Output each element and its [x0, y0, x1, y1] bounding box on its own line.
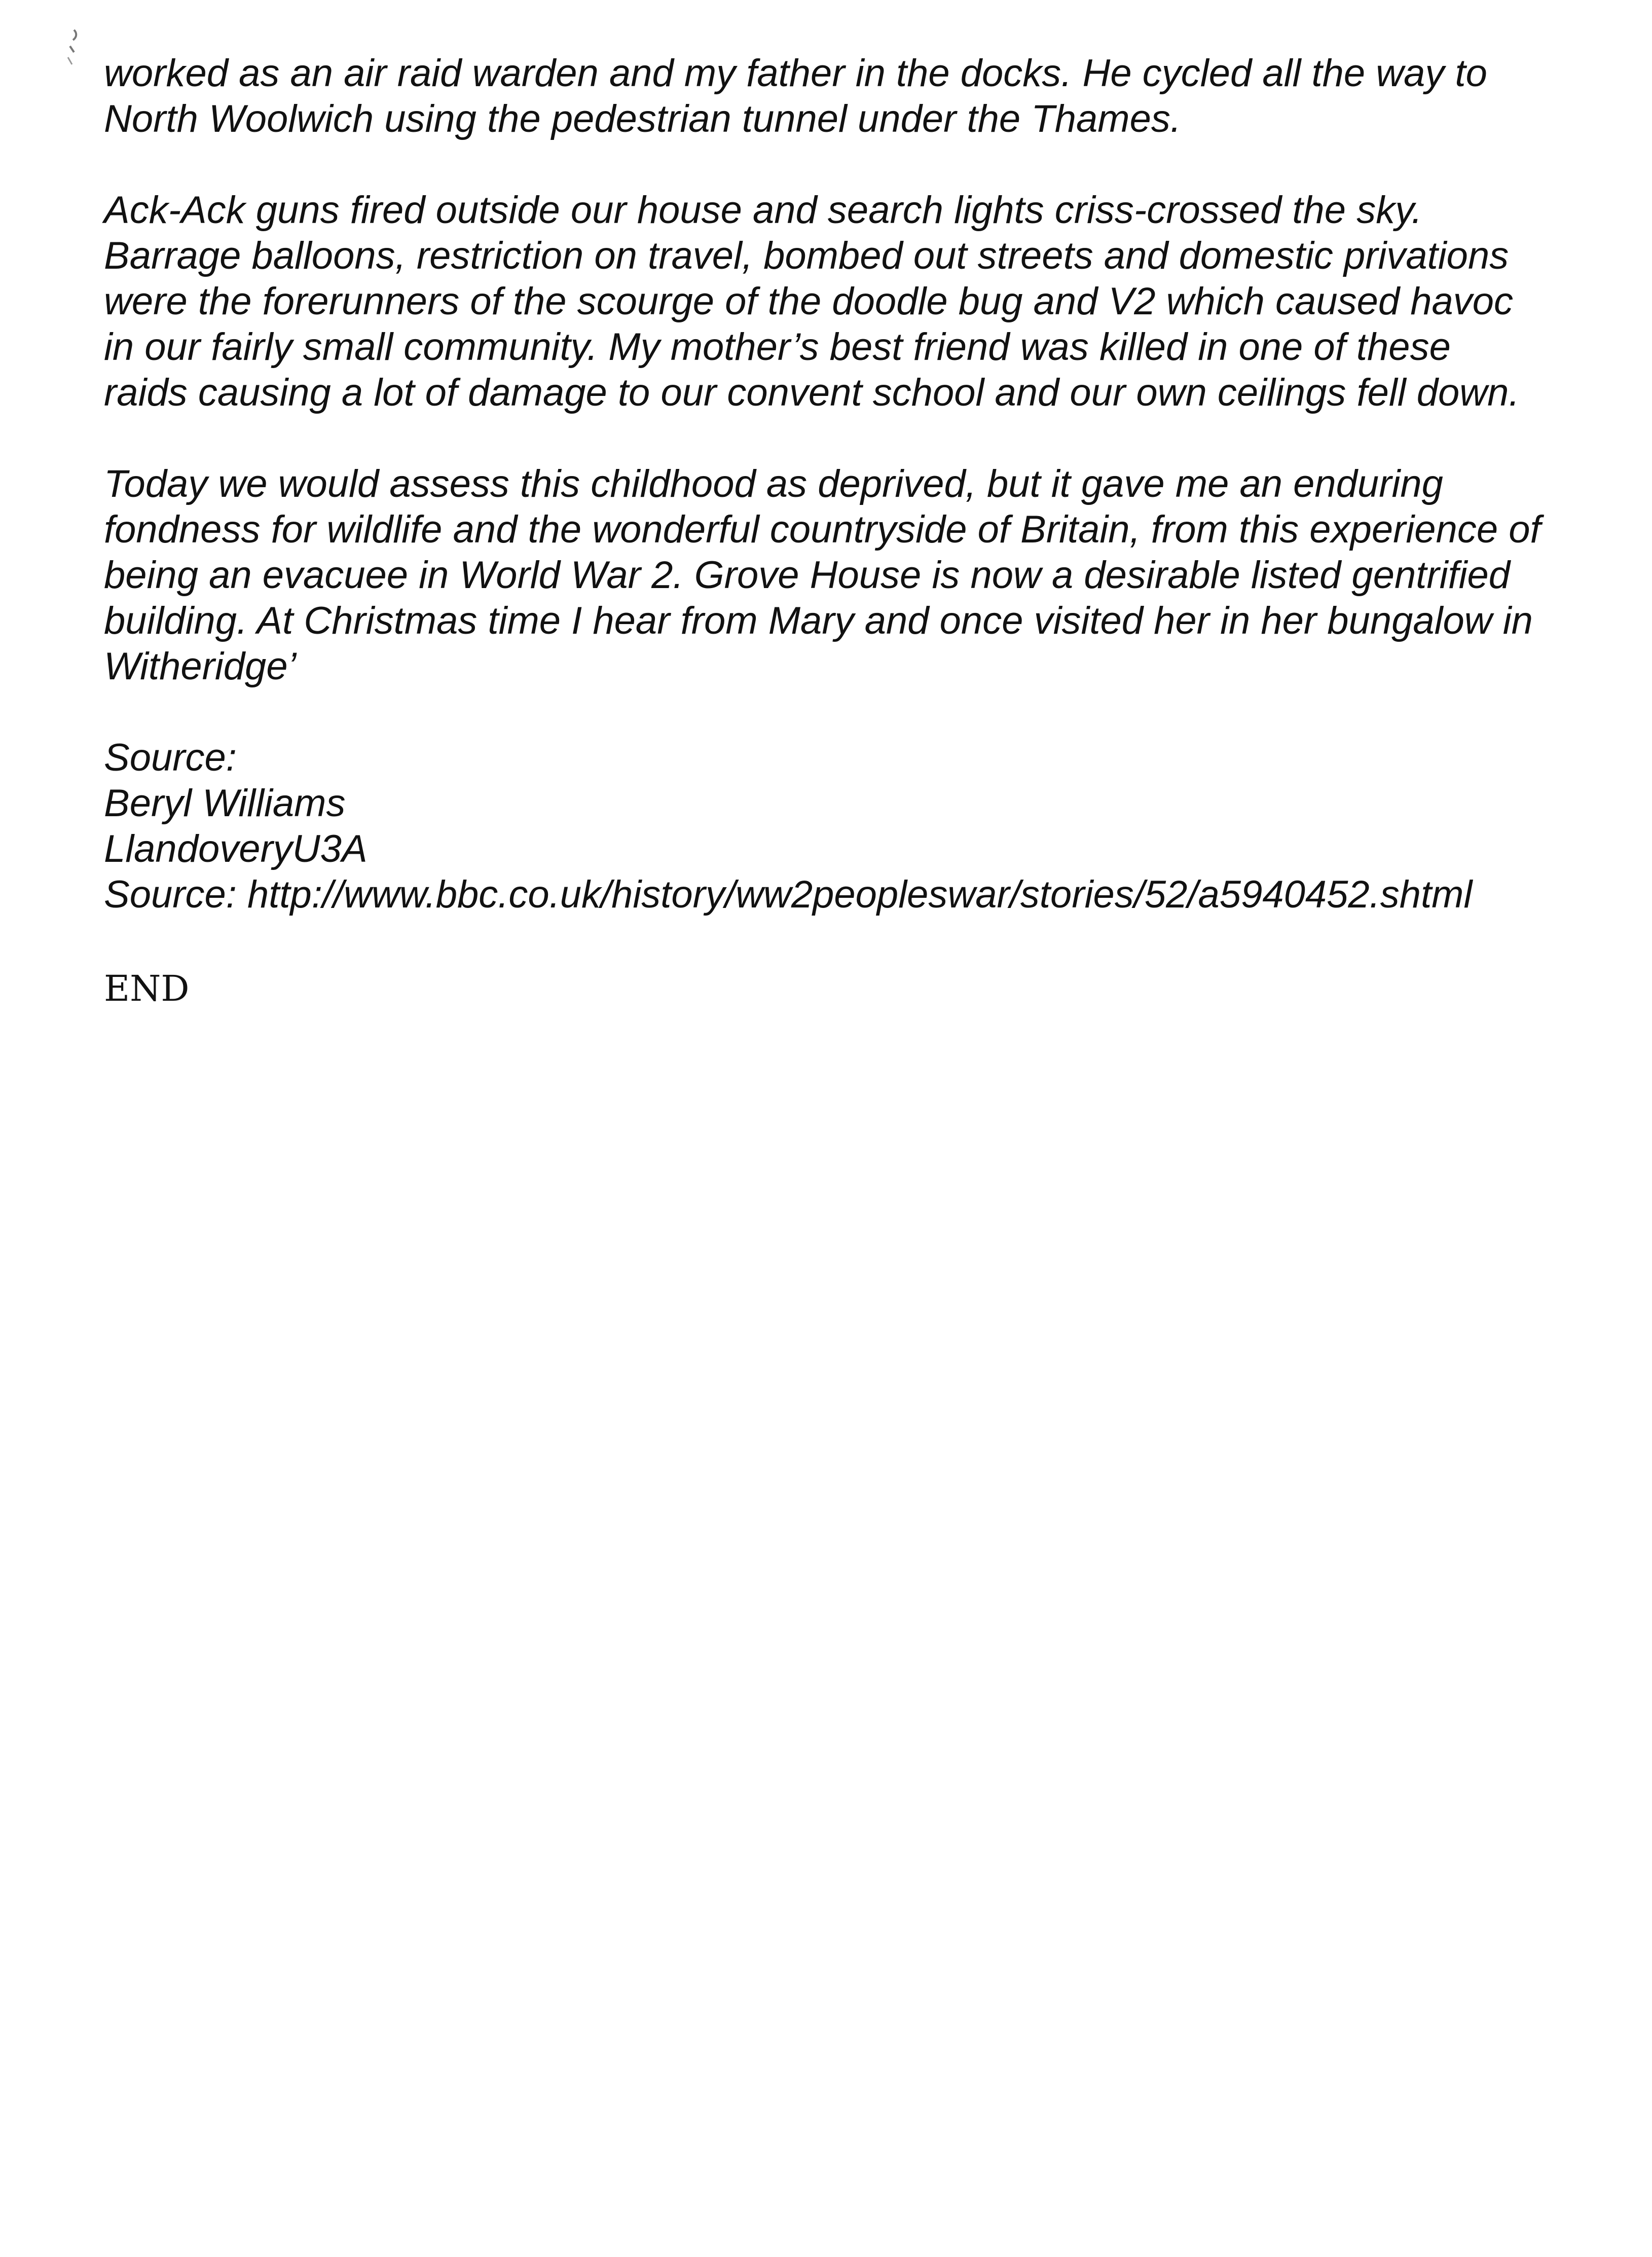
text-line: Barrage balloons, restriction on travel, bombed out streets and domestic privations: [104, 234, 1509, 277]
source-organization: LlandoveryU3A: [104, 827, 368, 870]
end-marker: END: [104, 968, 190, 1009]
text-line: Witheridge’: [104, 645, 297, 688]
source-label: Source:: [104, 736, 237, 779]
text-line: in our fairly small community. My mother’s best friend was killed in one of these: [104, 325, 1451, 369]
text-line: worked as an air raid warden and my father in the docks. He cycled all the way to: [104, 52, 1487, 95]
text-line: Ack-Ack guns fired outside our house and search lights criss-crossed the sky.: [104, 189, 1422, 232]
scanner-mark: [65, 28, 82, 71]
text-line: North Woolwich using the pedestrian tunnel under the Thames.: [104, 97, 1181, 140]
document-body: [104, 51, 1604, 1011]
source-block: [104, 735, 1604, 918]
paragraph-2: [104, 188, 1604, 416]
text-line: fondness for wildlife and the wonderful countryside of Britain, from this experience of: [104, 508, 1541, 551]
source-url: Source: http://www.bbc.co.uk/history/ww2peopleswar/stories/52/a5940452.shtml: [104, 873, 1473, 916]
text-line: being an evacuee in World War 2. Grove House is now a desirable listed gentrified: [104, 554, 1511, 597]
paragraph-3: [104, 461, 1604, 689]
text-line: were the forerunners of the scourge of the doodle bug and V2 which caused havoc: [104, 280, 1514, 323]
text-line: raids causing a lot of damage to our convent school and our own ceilings fell down.: [104, 371, 1520, 414]
source-author: Beryl Williams: [104, 782, 346, 825]
text-line: building. At Christmas time I hear from Mary and once visited her in her bungalow in: [104, 599, 1533, 642]
text-line: Today we would assess this childhood as deprived, but it gave me an enduring: [104, 462, 1443, 505]
paragraph-1: [104, 51, 1604, 142]
